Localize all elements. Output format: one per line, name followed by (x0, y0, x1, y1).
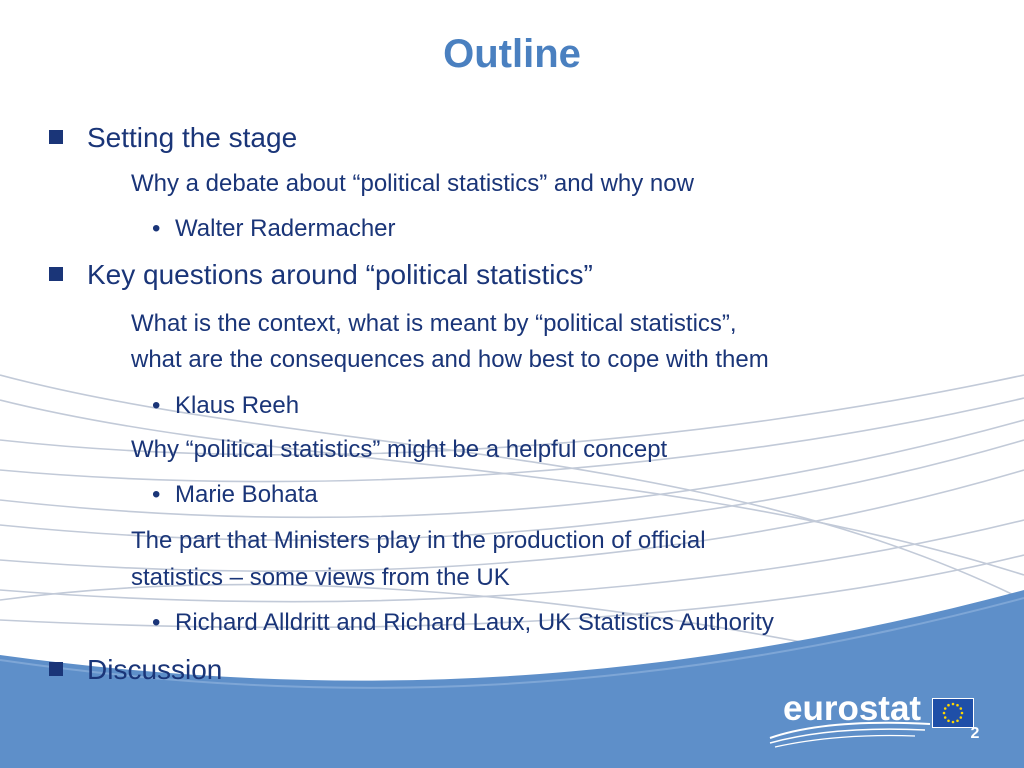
outline-item-key-questions (49, 258, 593, 292)
speaker-item (152, 212, 396, 246)
eu-flag-icon (932, 698, 974, 728)
outline-subtopic: Why “political statistics” might be a helpful concept (131, 436, 668, 463)
bullet-icon: • (152, 609, 161, 636)
outline-subtopic: The part that Ministers play in the production of official (131, 527, 706, 554)
outline-item-discussion (49, 653, 222, 687)
square-bullet-icon (49, 130, 63, 144)
outline-heading: Discussion (87, 654, 223, 685)
outline-subtopic: Why a debate about “political statistics” and why now (131, 170, 694, 197)
outline-subtopic: what are the consequences and how best to cope with them (131, 346, 769, 373)
page-number: 2 (970, 725, 980, 742)
speaker-name: Marie Bohata (175, 481, 318, 508)
outline-subtopic: statistics – some views from the UK (131, 564, 510, 591)
logo-wordmark: eurostat (783, 689, 922, 728)
speaker-name: Klaus Reeh (175, 392, 300, 419)
slide-title: Outline (443, 32, 581, 76)
speaker-name: Walter Radermacher (175, 215, 396, 242)
speaker-item (152, 478, 318, 512)
logo-swoosh-icon (765, 718, 935, 748)
outline-heading: Setting the stage (87, 122, 298, 153)
speaker-item (152, 389, 299, 423)
speaker-name: Richard Alldritt and Richard Laux, UK Statistics Authority (175, 609, 774, 636)
bullet-icon: • (152, 392, 161, 419)
bullet-icon: • (152, 481, 161, 508)
outline-heading: Key questions around “political statistics” (87, 259, 593, 290)
speaker-item (152, 606, 774, 640)
outline-item-setting-the-stage (49, 121, 297, 155)
square-bullet-icon (49, 662, 63, 676)
bullet-icon: • (152, 215, 161, 242)
square-bullet-icon (49, 267, 63, 281)
eurostat-logo (765, 688, 985, 750)
outline-subtopic: What is the context, what is meant by “political statistics”, (131, 310, 737, 337)
